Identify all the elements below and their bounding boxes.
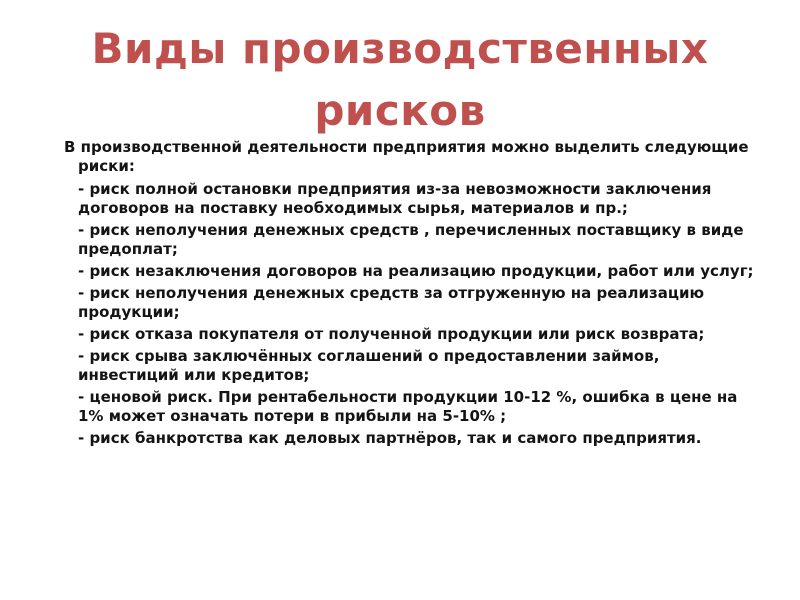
- risk-item-2: [64, 221, 754, 259]
- risk-item-7: [64, 388, 754, 426]
- risk-item-text: - риск отказа покупателя от полученной продукции или риск возврата;: [78, 325, 705, 343]
- risk-item-text: - риск срыва заключённых соглашений о предоставлении займов, инвестиций или кредитов;: [78, 347, 660, 384]
- risk-item-text: - риск незаключения договоров на реализацию продукции, работ или услуг;: [78, 262, 754, 280]
- risk-item-text: - риск полной остановки предприятия из-за невозможности заключения договоров на поставку необходимых сырья, материалов и пр.;: [78, 180, 712, 217]
- slide-body: [64, 138, 754, 451]
- risk-list: [64, 180, 754, 448]
- risk-item-1: [64, 180, 754, 218]
- risk-item-text: - ценовой риск. При рентабельности продукции 10-12 %, ошибка в цене на 1% может означать потери в прибыли на 5-10% ;: [78, 388, 738, 425]
- slide-title-line-1: Виды производственных: [91, 24, 709, 73]
- risk-item-text: - риск неполучения денежных средств , перечисленных поставщику в виде предоплат;: [78, 221, 744, 258]
- risk-item-text: - риск неполучения денежных средств за отгруженную на реализацию продукции;: [78, 284, 705, 321]
- risk-item-3: [64, 262, 754, 281]
- slide-title-line-2: рисков: [314, 86, 486, 135]
- risk-item-8: [64, 429, 754, 448]
- risk-item-6: [64, 347, 754, 385]
- risk-item-5: [64, 325, 754, 344]
- risk-item-4: [64, 284, 754, 322]
- risk-item-text: - риск банкротства как деловых партнёров, так и самого предприятия.: [78, 429, 702, 447]
- slide-title: [40, 18, 760, 142]
- intro-paragraph: В производственной деятельности предприятия можно выделить следующие риски:: [64, 138, 749, 175]
